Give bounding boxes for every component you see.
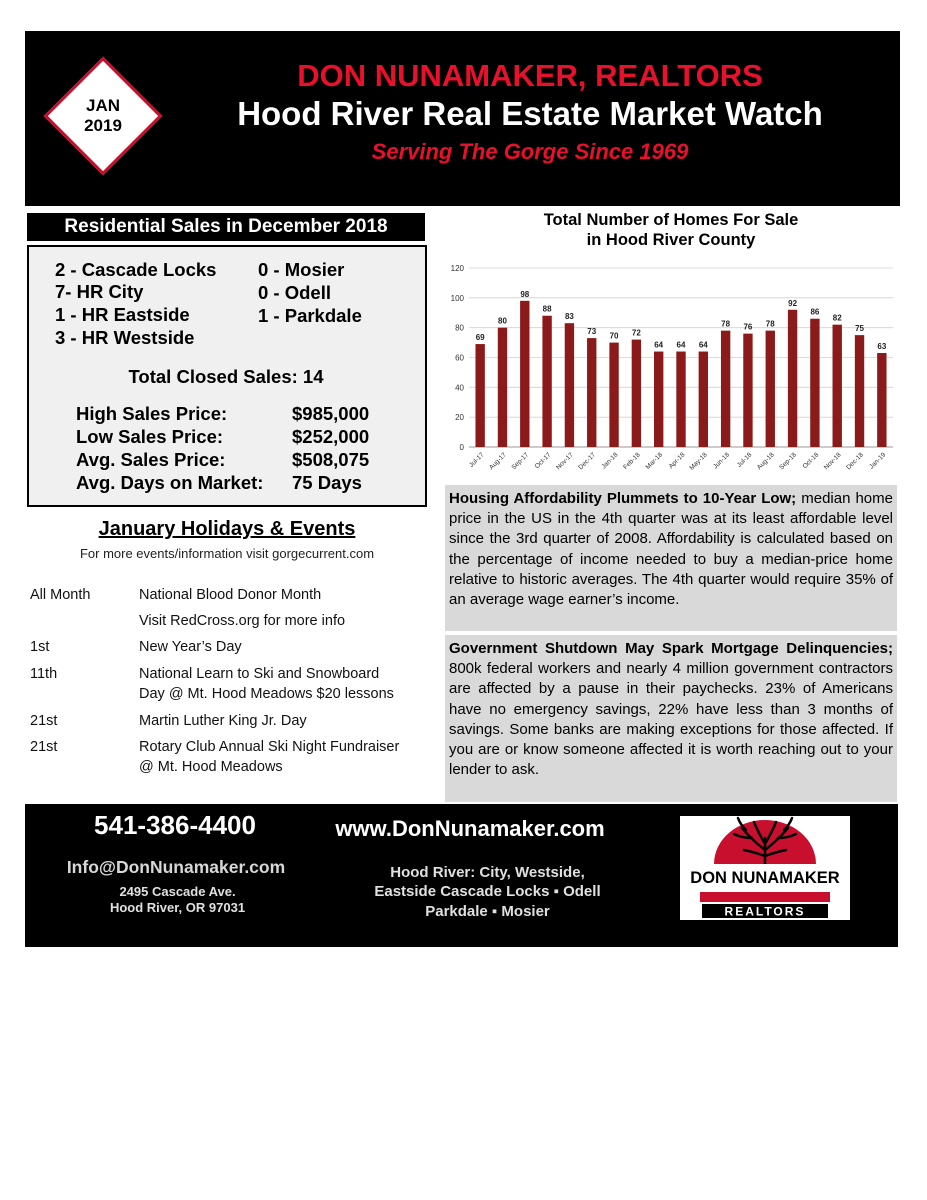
event-desc: National Blood Donor Month	[139, 587, 322, 603]
service-areas-line: Parkdale ▪ Mosier	[425, 903, 550, 920]
data-label: 64	[698, 340, 708, 350]
article-body: median home price in the US in the 4th quarter was at its least affordable level since the 3rd quarter of 2008. Affordability is calculated based on the percentage of income needed to buy a median-price home relative to historic averages. The 4th quarter would require 35% of an average wage earner’s income.	[449, 490, 893, 609]
area-cascade-locks: 2 - Cascade Locks	[55, 259, 217, 280]
stat-value: 75 Days	[292, 472, 362, 493]
x-tick-label: Nov-18	[822, 451, 843, 472]
stat-value: $985,000	[292, 403, 370, 424]
stat-label: Avg. Sales Price:	[76, 449, 226, 470]
chart-bar	[587, 338, 596, 447]
data-label: 75	[855, 324, 864, 334]
data-label: 72	[631, 328, 641, 338]
chart-title-line: Total Number of Homes For Sale	[543, 211, 799, 229]
brand-name: DON NUNAMAKER, REALTORS	[297, 58, 763, 93]
event-desc: New Year’s Day	[139, 639, 242, 655]
data-label: 92	[788, 298, 798, 308]
event-date: 11th	[30, 666, 58, 682]
chart-bar	[766, 331, 775, 447]
x-tick-label: Apr-18	[667, 451, 687, 471]
stat-value: $252,000	[292, 426, 370, 447]
area-hr-eastside: 1 - HR Eastside	[55, 304, 190, 325]
homes-for-sale-chart	[443, 252, 899, 484]
area-parkdale: 1 - Parkdale	[258, 305, 362, 326]
email-link[interactable]: Info@DonNunamaker.com	[66, 857, 286, 877]
data-label: 82	[832, 313, 842, 323]
total-closed-sales: Total Closed Sales: 14	[128, 366, 324, 387]
data-label: 64	[654, 340, 664, 350]
x-tick-label: May-18	[688, 451, 709, 472]
article-headline: Government Shutdown May Spark Mortgage Delinquencies;	[449, 640, 893, 657]
x-tick-label: Jul-17	[468, 451, 486, 469]
sales-heading: Residential Sales in December 2018	[27, 213, 425, 241]
chart-bar	[833, 325, 842, 447]
x-tick-label: Oct-17	[533, 451, 553, 471]
service-areas-line: Eastside Cascade Locks ▪ Odell	[374, 883, 601, 900]
x-tick-label: Sep-17	[510, 451, 531, 472]
page-title: Hood River Real Estate Market Watch	[237, 95, 823, 132]
event-date: 21st	[30, 713, 58, 729]
chart-bar	[475, 344, 484, 447]
area-hr-westside: 3 - HR Westside	[55, 327, 195, 348]
y-tick-label: 120	[450, 264, 464, 273]
data-label: 70	[609, 331, 619, 341]
x-tick-label: Jul-18	[735, 451, 754, 469]
data-label: 88	[542, 304, 552, 314]
chart-bar	[788, 310, 797, 447]
chart-bar	[855, 335, 864, 447]
data-label: 83	[564, 312, 574, 322]
chart-bar	[565, 323, 574, 447]
chart-title-line: in Hood River County	[586, 231, 756, 249]
address-line: 2495 Cascade Ave.	[119, 884, 236, 899]
company-logo	[680, 816, 850, 920]
area-hr-city: 7- HR City	[55, 281, 144, 302]
data-label: 76	[743, 322, 753, 332]
data-label: 78	[765, 319, 775, 329]
event-desc: National Learn to Ski and Snowboard	[139, 666, 380, 682]
data-label: 63	[877, 342, 887, 352]
article-shutdown	[445, 635, 897, 802]
area-mosier: 0 - Mosier	[258, 259, 345, 280]
data-label: 80	[498, 316, 507, 326]
event-date: 21st	[30, 739, 58, 755]
y-tick-label: 40	[455, 383, 464, 393]
area-odell: 0 - Odell	[258, 282, 331, 303]
y-tick-label: 20	[455, 413, 464, 423]
y-tick-label: 0	[459, 443, 464, 452]
chart-bar	[654, 352, 663, 447]
data-label: 98	[520, 289, 530, 299]
badge-year: 2019	[84, 116, 122, 135]
stat-label: Low Sales Price:	[76, 426, 224, 447]
event-desc: @ Mt. Hood Meadows	[139, 759, 283, 775]
data-label: 78	[721, 319, 731, 329]
x-tick-label: Feb-18	[622, 451, 642, 471]
date-badge-text	[58, 96, 148, 136]
events-subtitle: For more events/information visit gorgecurrent.com	[79, 546, 375, 561]
chart-bar	[520, 301, 529, 447]
x-tick-label: Aug-18	[755, 451, 776, 472]
event-desc: Visit RedCross.org for more info	[139, 613, 346, 629]
badge-month: JAN	[85, 96, 120, 115]
event-desc: Day @ Mt. Hood Meadows $20 lessons	[139, 686, 394, 702]
x-tick-label: Sep-18	[778, 451, 798, 472]
y-tick-label: 100	[450, 293, 464, 303]
chart-bar	[721, 331, 730, 447]
chart-bar	[632, 340, 641, 447]
stat-label: Avg. Days on Market:	[76, 472, 264, 493]
event-date: All Month	[30, 587, 91, 603]
x-tick-label: Oct-18	[801, 451, 821, 471]
article-body: 800k federal workers and nearly 4 million government contractors are affected by a pause in their paychecks. 23% of Americans have no emergency savings, 22% have less than 3 months of savings. Some banks are making exceptions for those affected. If you are or know someone affected it is worth reaching out to your lender to ask.	[449, 660, 893, 779]
chart-bar	[699, 352, 708, 447]
data-label: 69	[475, 333, 485, 343]
x-tick-label: Dec-17	[577, 451, 598, 472]
service-areas-line: Hood River: City, Westside,	[390, 864, 585, 881]
x-tick-label: Nov-17	[555, 451, 575, 472]
chart-title	[445, 210, 897, 250]
logo-name: DON NUNAMAKER	[690, 869, 840, 887]
y-tick-label: 80	[455, 323, 464, 333]
chart-bar	[542, 316, 551, 447]
phone-number[interactable]: 541-386-4400	[94, 810, 256, 840]
events-title: January Holidays & Events	[98, 518, 356, 540]
x-tick-label: Jan-18	[600, 451, 620, 471]
chart-bar	[877, 353, 886, 447]
website-link[interactable]: www.DonNunamaker.com	[335, 816, 605, 841]
chart-bar	[810, 319, 819, 447]
x-tick-label: Aug-17	[488, 451, 508, 472]
event-desc: Martin Luther King Jr. Day	[139, 713, 307, 729]
chart-bar	[676, 352, 685, 447]
x-tick-label: Jun-18	[712, 451, 732, 471]
chart-bar	[498, 328, 507, 447]
event-date: 1st	[30, 639, 50, 655]
x-tick-label: Dec-18	[845, 451, 865, 472]
address-line: Hood River, OR 97031	[109, 900, 246, 915]
data-label: 73	[587, 327, 597, 337]
article-affordability	[445, 485, 897, 631]
data-label: 86	[810, 307, 820, 317]
x-tick-label: Jan-19	[868, 451, 888, 471]
stat-value: $508,075	[292, 449, 370, 470]
stat-label: High Sales Price:	[76, 403, 228, 424]
logo-sub: REALTORS	[724, 904, 806, 919]
event-desc: Rotary Club Annual Ski Night Fundraiser	[139, 739, 400, 755]
x-tick-label: Mar-18	[644, 451, 665, 471]
tagline: Serving The Gorge Since 1969	[371, 139, 689, 164]
chart-bar	[743, 334, 752, 447]
article-headline: Housing Affordability Plummets to 10-Year Low;	[449, 490, 797, 507]
chart-bar	[609, 343, 618, 447]
data-label: 64	[676, 340, 686, 350]
y-tick-label: 60	[455, 353, 464, 363]
